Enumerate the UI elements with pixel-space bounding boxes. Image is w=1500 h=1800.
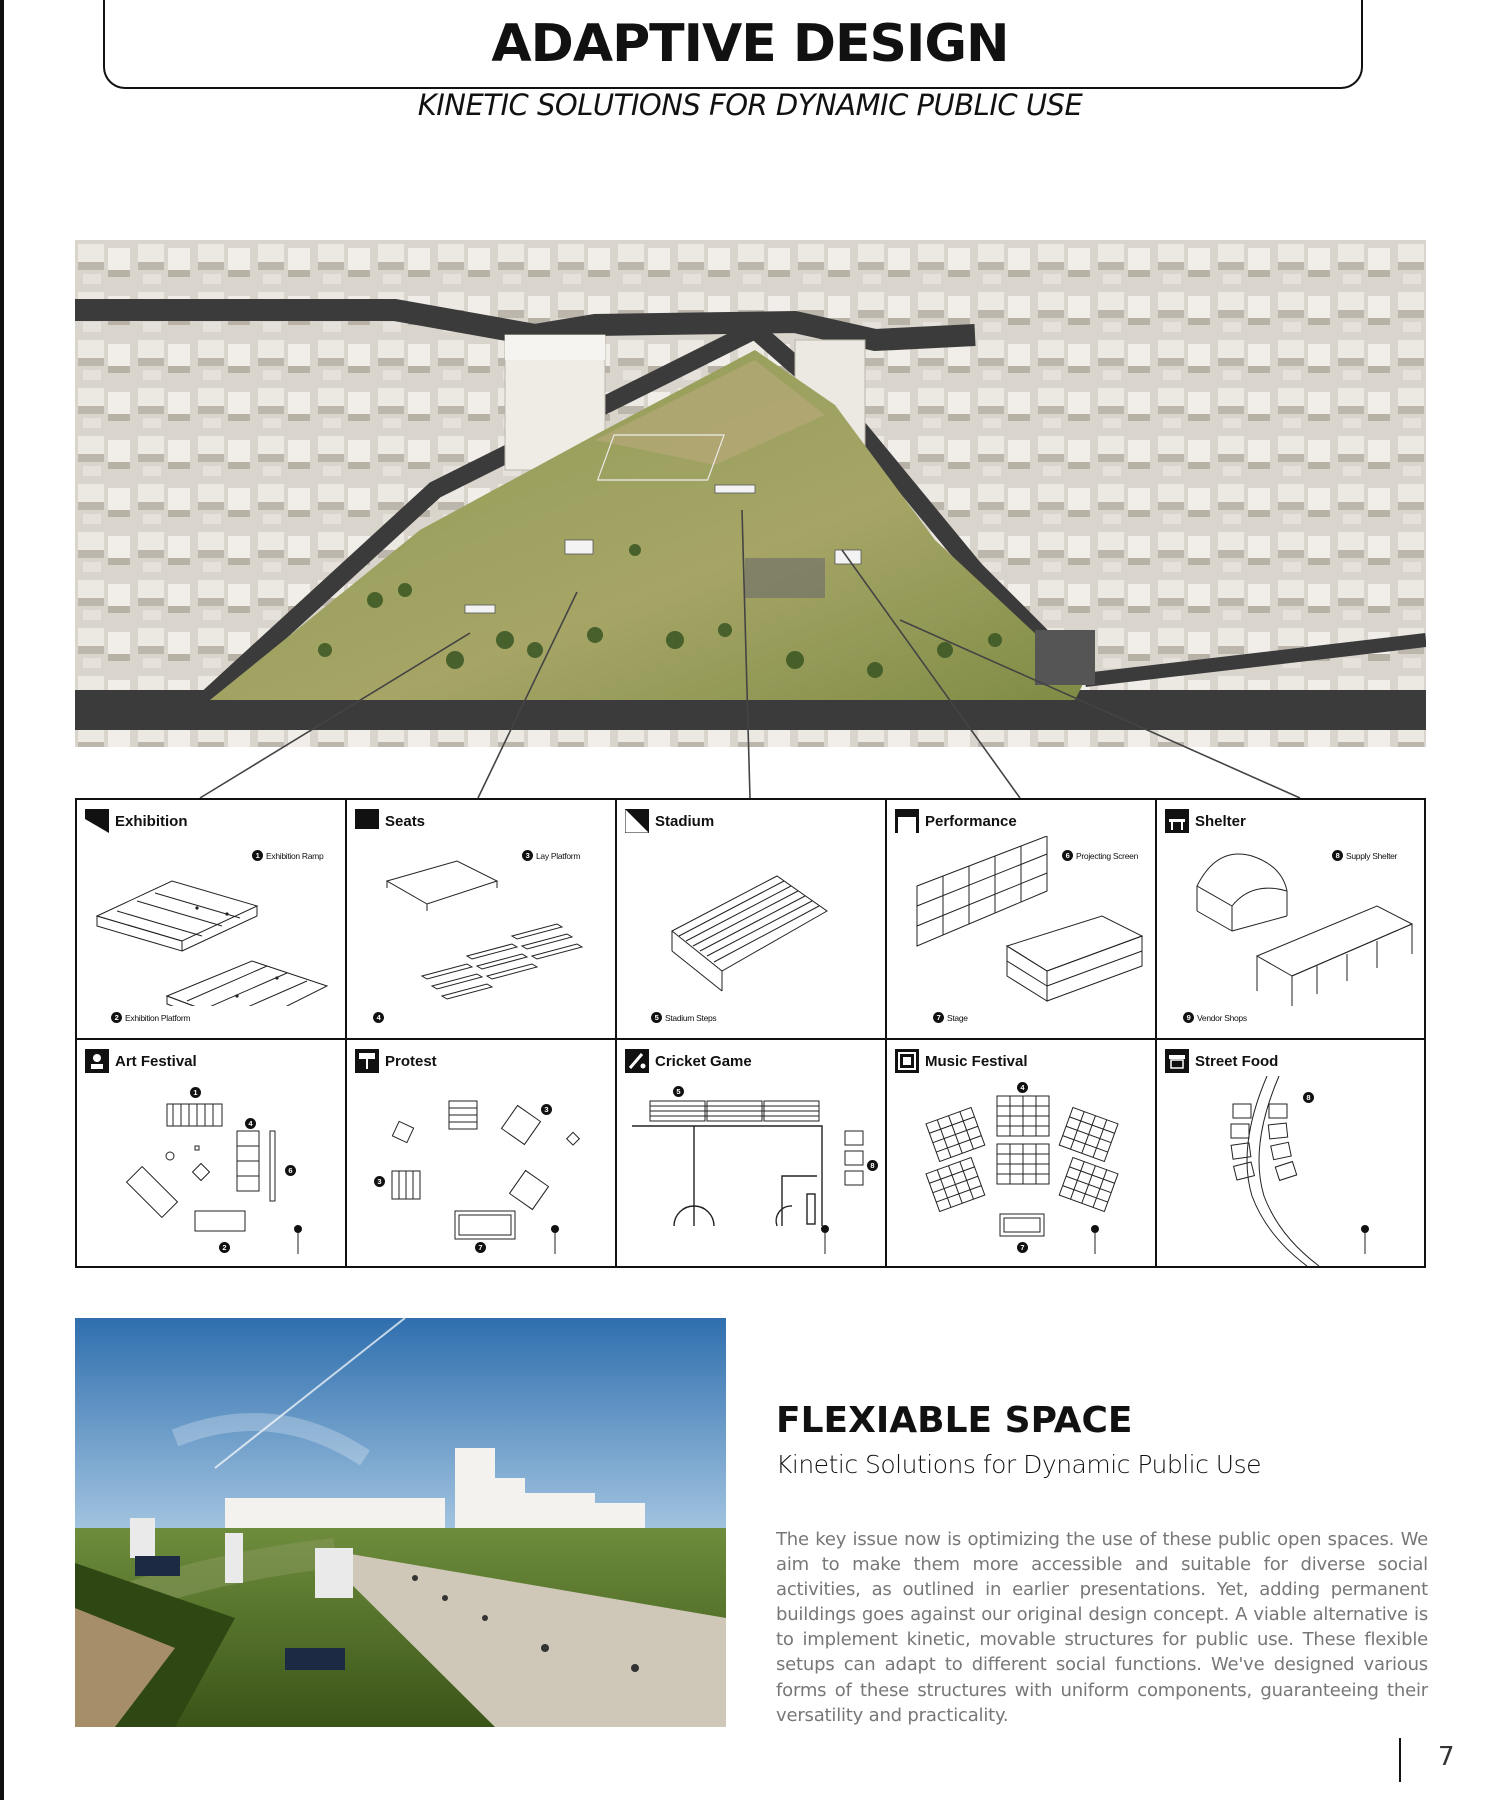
callout-lay-platform: 3 Lay Platform (522, 850, 580, 861)
callout-projecting-screen: 6 Projecting Screen (1062, 850, 1138, 861)
marker-street-food-8: 8 (1303, 1092, 1314, 1103)
cell-cricket-game (617, 1040, 887, 1266)
street-food-icon (1165, 1049, 1189, 1073)
music-festival-plan (887, 1076, 1157, 1266)
marker-cricket-5: 5 (673, 1086, 684, 1097)
art-festival-plan (77, 1076, 347, 1266)
marker-art-4: 4 (245, 1118, 256, 1129)
street-food-plan (1157, 1076, 1424, 1266)
callout-exhibition-platform: 2 Exhibition Platform (111, 1012, 190, 1023)
cell-art-festival (77, 1040, 347, 1266)
program-grid (75, 798, 1426, 1268)
exhibition-drawing (77, 836, 347, 1006)
cell-music-festival (887, 1040, 1157, 1266)
cell-title-stadium: Stadium (655, 812, 715, 830)
page-left-rule (0, 0, 4, 1800)
page-number-rule (1399, 1738, 1401, 1782)
cell-title-art-festival: Art Festival (115, 1052, 197, 1070)
cell-title-protest: Protest (385, 1052, 437, 1070)
callout-stadium-steps: 5 Stadium Steps (651, 1012, 716, 1023)
park-perspective-render (75, 1318, 726, 1727)
callout-vendor-shops: 9 Vendor Shops (1183, 1012, 1247, 1023)
performance-icon (895, 809, 919, 833)
cell-title-seats: Seats (385, 812, 426, 830)
marker-protest-3b: 3 (374, 1176, 385, 1187)
page-title: ADAPTIVE DESIGN (491, 14, 1009, 74)
page-number: 7 (1438, 1742, 1455, 1772)
marker-music-7: 7 (1017, 1242, 1028, 1253)
cell-stadium (617, 800, 887, 1040)
art-festival-icon (85, 1049, 109, 1073)
cell-title-music-festival: Music Festival (925, 1052, 1028, 1070)
protest-icon (355, 1049, 379, 1073)
marker-art-6: 6 (285, 1165, 296, 1176)
music-festival-icon (895, 1049, 919, 1073)
seats-icon (355, 809, 379, 833)
cell-shelter (1157, 800, 1424, 1040)
cell-seats (347, 800, 617, 1040)
cell-title-street-food: Street Food (1195, 1052, 1279, 1070)
stadium-icon (625, 809, 649, 833)
marker-art-2: 2 (219, 1242, 230, 1253)
shelter-icon (1165, 809, 1189, 833)
section-subtitle: Kinetic Solutions for Dynamic Public Use (776, 1450, 1261, 1479)
marker-cricket-8: 8 (867, 1160, 878, 1171)
callout-supply-shelter: 8 Supply Shelter (1332, 850, 1397, 861)
cricket-icon (625, 1049, 649, 1073)
callout-seats-4: 4 (373, 1012, 387, 1023)
aerial-site-render (75, 240, 1426, 747)
callout-stage: 7 Stage (933, 1012, 968, 1023)
protest-plan (347, 1076, 617, 1266)
cell-title-shelter: Shelter (1195, 812, 1246, 830)
cell-protest (347, 1040, 617, 1266)
section-title: FLEXIABLE SPACE (776, 1400, 1133, 1441)
callout-exhibition-ramp: 1 Exhibition Ramp (252, 850, 323, 861)
page-subtitle: KINETIC SOLUTIONS FOR DYNAMIC PUBLIC USE (417, 88, 1083, 122)
seats-drawing (347, 836, 617, 1006)
shelter-drawing (1157, 836, 1424, 1006)
marker-protest-7: 7 (475, 1242, 486, 1253)
cell-exhibition (77, 800, 347, 1040)
cell-title-cricket-game: Cricket Game (655, 1052, 752, 1070)
cell-street-food (1157, 1040, 1424, 1266)
cell-title-performance: Performance (925, 812, 1017, 830)
cricket-plan (617, 1076, 887, 1266)
marker-art-1: 1 (190, 1087, 201, 1098)
marker-music-4: 4 (1017, 1082, 1028, 1093)
stadium-drawing (617, 836, 887, 1006)
performance-drawing (887, 836, 1157, 1006)
cell-title-exhibition: Exhibition (115, 812, 188, 830)
section-body: The key issue now is optimizing the use of these public open spaces. We aim to make them more accessible and suitable for diverse social activities, as outlined in earlier presentations. Yet, adding permanent buildings goes against our original design concept. A viable alternative is to implement kinetic, movable structures for public use. These flexible setups can adapt to different social functions. We've designed various forms of these structures with uniform components, guaranteeing their versatility and practicality. (776, 1529, 1428, 1726)
exhibition-icon (85, 809, 109, 833)
marker-protest-3a: 3 (541, 1104, 552, 1115)
cell-performance (887, 800, 1157, 1040)
